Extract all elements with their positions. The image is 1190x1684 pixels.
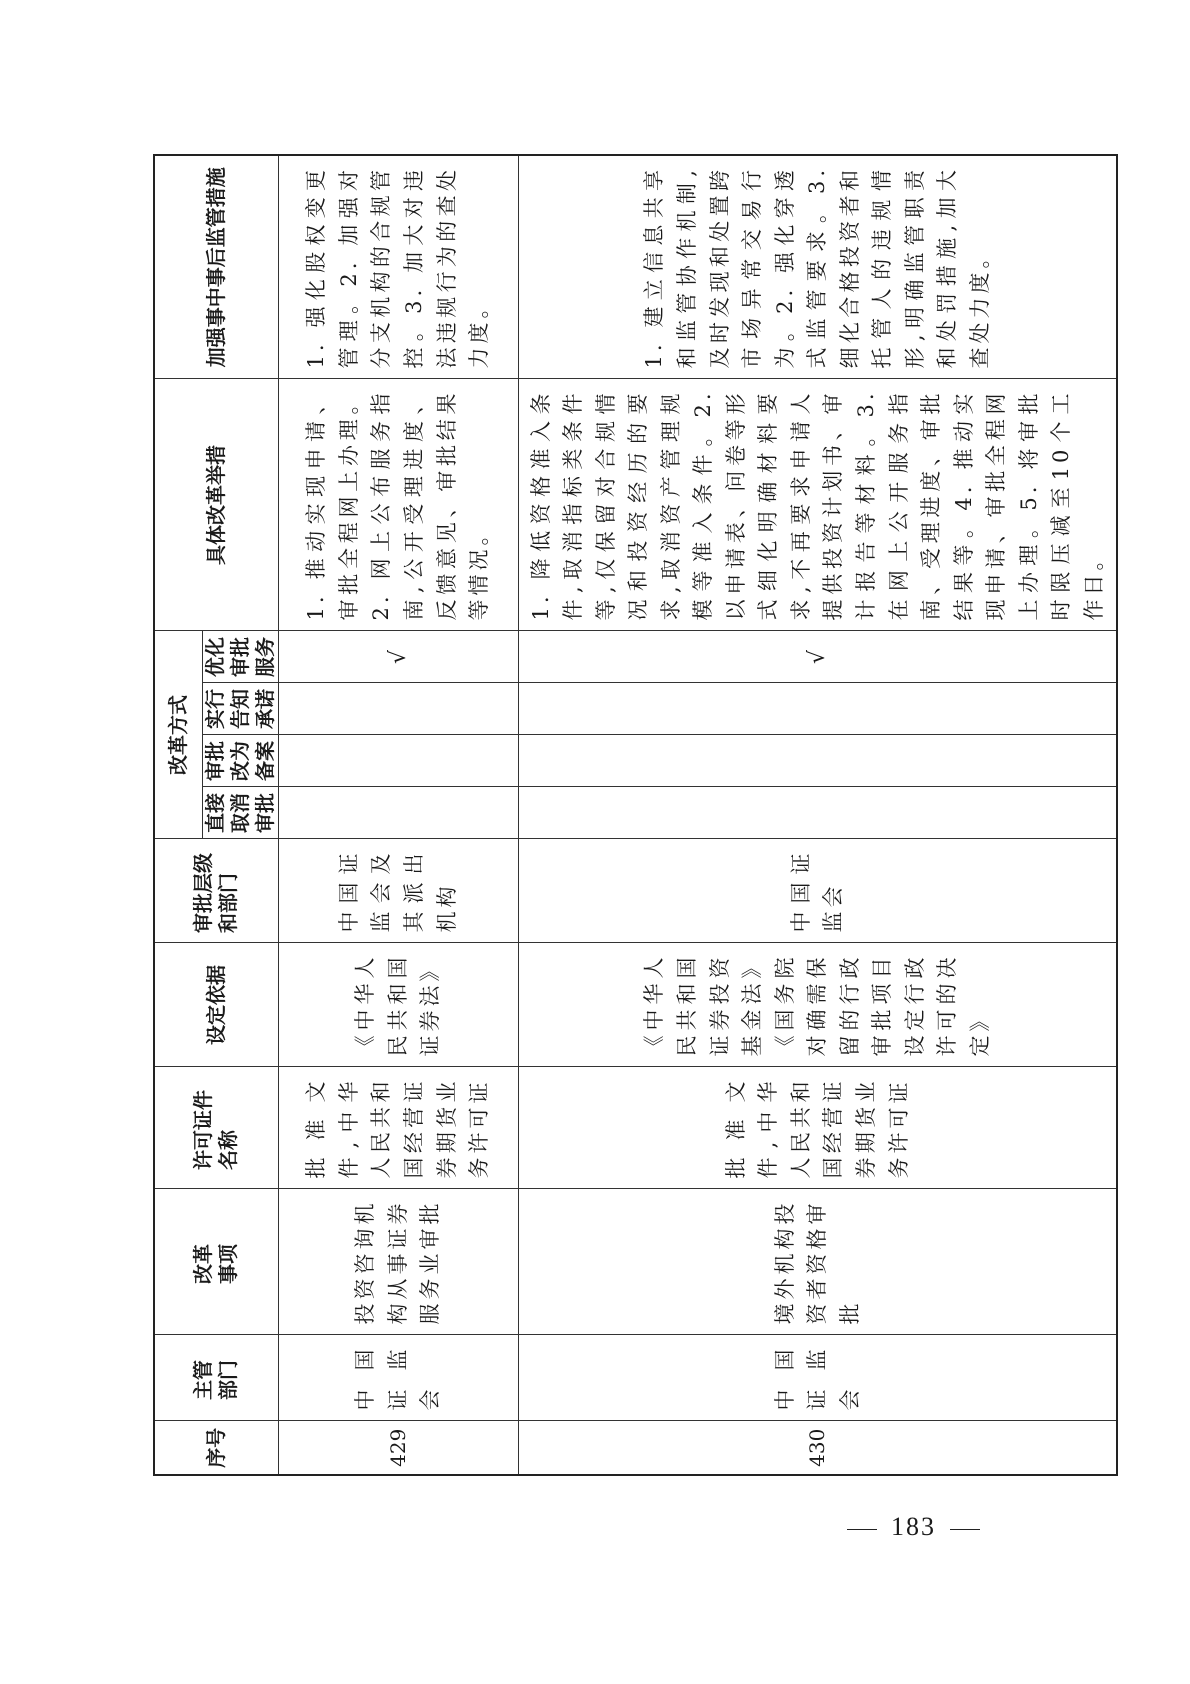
page-number: 183: [833, 1512, 994, 1542]
page-number-dash-left: [847, 1529, 877, 1530]
row-level: 中国证监会: [518, 839, 1117, 943]
row-direct-cancel: [518, 787, 1117, 839]
row-to-filing: [518, 735, 1117, 787]
row-license: 批准文件,中华人民共和国经营证券期货业务许可证: [278, 1067, 518, 1189]
header-direct-cancel: 直接取消审批: [202, 787, 278, 839]
row-to-filing: [278, 735, 518, 787]
row-optimize-check: √: [278, 631, 518, 683]
row-direct-cancel: [278, 787, 518, 839]
row-dept: 中国证监会: [278, 1335, 518, 1421]
row-measures: 1. 推动实现申请、审批全程网上办理。2. 网上公布服务指南,公开受理进度、反馈意见、审批结果等情况。: [278, 379, 518, 631]
header-item: 改革事项: [154, 1189, 278, 1335]
row-supervision: 1. 强化股权变更管理。2. 加强对分支机构的合规管控。3. 加大对违法违规行为的查处力度。: [278, 155, 518, 379]
header-basis: 设定依据: [154, 943, 278, 1067]
header-level: 审批层级和部门: [154, 839, 278, 943]
row-num: 429: [278, 1421, 518, 1475]
header-supervision: 加强事中事后监管措施: [154, 155, 278, 379]
row-notify-commit: [518, 683, 1117, 735]
page-number-dash-right: [950, 1529, 980, 1530]
row-item: 投资咨询机构从事证券服务业审批: [278, 1189, 518, 1335]
row-supervision: 1. 建立信息共享和监管协作机制,及时发现和处置跨市场异常交易行为。2. 强化穿透式监管要求。3. 细化合格投资者和托管人的违规情形,明确监管职责和处罚措施,加大查处力度。: [518, 155, 1117, 379]
row-dept: 中国证监会: [518, 1335, 1117, 1421]
row-item: 境外机构投资者资格审批: [518, 1189, 1117, 1335]
header-notify-commit: 实行告知承诺: [202, 683, 278, 735]
row-level: 中国证监会及其派出机构: [278, 839, 518, 943]
table-row: [278, 155, 518, 1475]
row-license: 批准文件,中华人民共和国经营证券期货业务许可证: [518, 1067, 1117, 1189]
row-basis: 《中华人民共和国证券法》: [278, 943, 518, 1067]
row-notify-commit: [278, 683, 518, 735]
row-basis: 《中华人民共和国证券投资基金法》《国务院对确需保留的行政审批项目设定行政许可的决定》: [518, 943, 1117, 1067]
table-row: [518, 155, 1117, 1475]
header-license: 许可证件名称: [154, 1067, 278, 1189]
header-num: 序号: [154, 1421, 278, 1475]
header-dept: 主管部门: [154, 1335, 278, 1421]
row-optimize-check: √: [518, 631, 1117, 683]
row-num: 430: [518, 1421, 1117, 1475]
header-reform-group: 改革方式: [154, 631, 202, 839]
header-measures: 具体改革举措: [154, 379, 278, 631]
header-to-filing: 审批改为备案: [202, 735, 278, 787]
reform-table: [153, 154, 1118, 1476]
row-measures: 1. 降低资格准入条件,取消指标类条件等,仅保留对合规情况和投资经历的要求,取消资产管理规模等准入条件。2. 以申请表、问卷等形式细化明确材料要求,不再要求申请人提供投资计划书、审计报告等材料。3. 在网上公开服务指南、受理进度、审批结果等。4. 推动实现申请、审批全程网上办理。5. 将审批时限压减至10个工作日。: [518, 379, 1117, 631]
rotated-table-container: [153, 166, 1106, 1476]
header-optimize: 优化审批服务: [202, 631, 278, 683]
